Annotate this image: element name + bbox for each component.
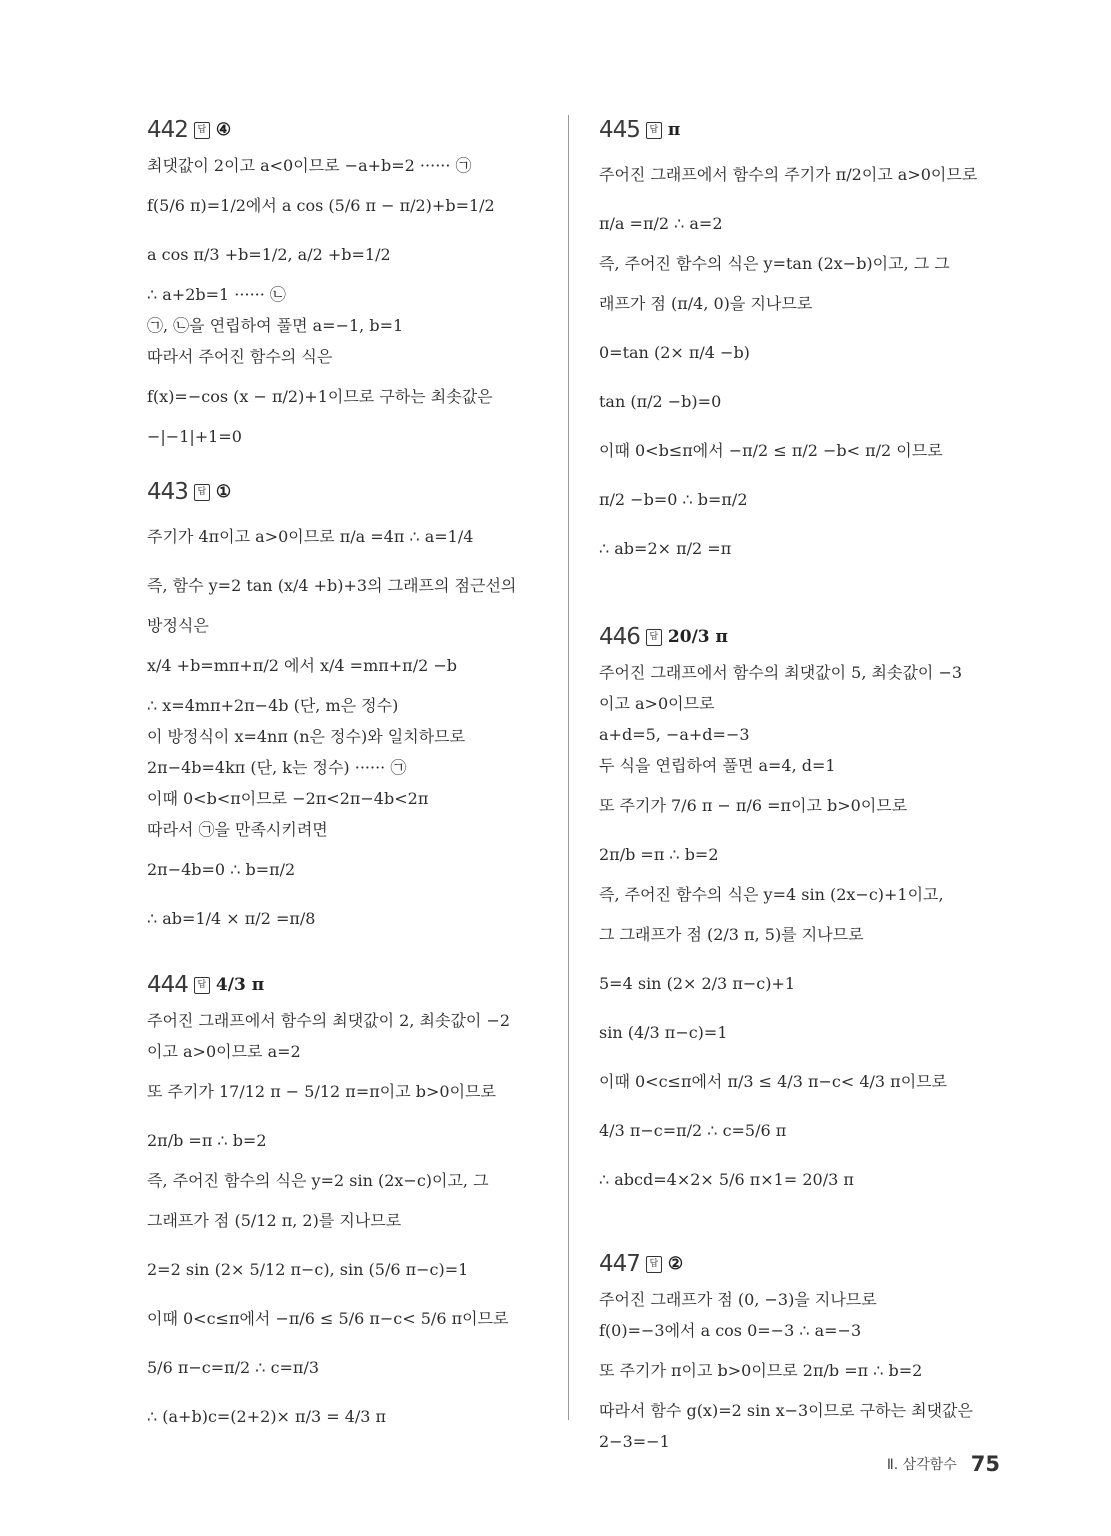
solution-line: 두 식을 연립하여 풀면 a=4, d=1 (599, 756, 836, 775)
solution-line: 5/6 π−c=π/2 ∴ c=π/3 (147, 1358, 320, 1377)
answer-value: π (667, 120, 681, 140)
problem-number: 446 (599, 624, 640, 650)
solution-line: tan (π/2 −b)=0 (599, 392, 722, 411)
answer-icon: 답 (646, 1256, 662, 1273)
problem-header (147, 965, 547, 1005)
solution-line: 이때 0<b<π이므로 −2π<2π−4b<2π (147, 789, 429, 808)
solution-line: ∴ ab=1/4 × π/2 =π/8 (147, 909, 316, 928)
solution-line: 주기가 4π이고 a>0이므로 π/a =4π ∴ a=1/4 (147, 527, 474, 546)
problem-442 (147, 110, 547, 452)
column-divider (568, 115, 569, 1420)
answer-value: 4/3 π (215, 975, 265, 995)
solution-line: π/2 −b=0 ∴ b=π/2 (599, 490, 748, 509)
problem-number: 445 (599, 117, 640, 143)
problem-444 (147, 965, 547, 1441)
solution-line: 또 주기가 π이고 b>0이므로 2π/b =π ∴ b=2 (599, 1361, 923, 1380)
solution-line: x/4 +b=mπ+π/2 에서 x/4 =mπ+π/2 −b (147, 656, 457, 675)
solution-line: ∴ x=4mπ+2π−4b (단, m은 정수) (147, 696, 399, 715)
solution-line: 최댓값이 2이고 a<0이므로 −a+b=2 ······ ㉠ (147, 156, 472, 175)
solution-line: 주어진 그래프에서 함수의 최댓값이 5, 최솟값이 −3 (599, 663, 963, 682)
solution-line: 즉, 주어진 함수의 식은 y=tan (2x−b)이고, 그 그 (599, 254, 950, 273)
solution-line: 4/3 π−c=π/2 ∴ c=5/6 π (599, 1121, 787, 1140)
solution-line: −|−1|+1=0 (147, 427, 242, 446)
problem-header (599, 1244, 999, 1284)
solution-line: f(0)=−3에서 a cos 0=−3 ∴ a=−3 (599, 1321, 862, 1340)
solution-line: 이때 0<b≤π에서 −π/2 ≤ π/2 −b< π/2 이므로 (599, 441, 943, 460)
solution-line: 2=2 sin (2× 5/12 π−c), sin (5/6 π−c)=1 (147, 1260, 469, 1279)
page-footer (870, 1452, 1000, 1476)
problem-445 (599, 110, 999, 573)
solution-line: ∴ (a+b)c=(2+2)× π/3 = 4/3 π (147, 1407, 387, 1426)
problem-447 (599, 1244, 999, 1457)
solution-line: ∴ a+2b=1 ······ ㉡ (147, 285, 286, 304)
solution-line: 따라서 ㉠을 만족시키려면 (147, 820, 328, 839)
solution-line: 주어진 그래프가 점 (0, −3)을 지나므로 (599, 1290, 877, 1309)
solution-line: 2π/b =π ∴ b=2 (147, 1131, 267, 1150)
answer-value: ① (215, 482, 232, 502)
answer-value: 20/3 π (667, 627, 728, 647)
solution-line: 이때 0<c≤π에서 −π/6 ≤ 5/6 π−c< 5/6 π이므로 (147, 1309, 509, 1328)
solution-line: 즉, 함수 y=2 tan (x/4 +b)+3의 그래프의 점근선의 (147, 576, 517, 595)
problem-header (599, 617, 999, 657)
chapter-label: Ⅱ. 삼각함수 (886, 1457, 957, 1473)
solution-line: sin (4/3 π−c)=1 (599, 1023, 728, 1042)
solution-line: 또 주기가 7/6 π − π/6 =π이고 b>0이므로 (599, 796, 908, 815)
solution-line: 래프가 점 (π/4, 0)을 지나므로 (599, 294, 813, 313)
solution-line: 2−3=−1 (599, 1432, 670, 1451)
problem-number: 444 (147, 972, 188, 998)
solution-line: 2π/b =π ∴ b=2 (599, 845, 719, 864)
problem-header (147, 472, 547, 512)
answer-icon: 답 (194, 977, 210, 994)
solution-line: 2π−4b=0 ∴ b=π/2 (147, 860, 296, 879)
solution-line: 2π−4b=4kπ (단, k는 정수) ······ ㉠ (147, 758, 407, 777)
problem-443 (147, 472, 547, 943)
answer-icon: 답 (194, 484, 210, 501)
solution-line: 그 그래프가 점 (2/3 π, 5)를 지나므로 (599, 925, 864, 944)
solution-line: 방정식은 (147, 616, 209, 635)
page-number: 75 (970, 1452, 1000, 1476)
solution-line: 따라서 주어진 함수의 식은 (147, 347, 333, 366)
problem-number: 442 (147, 117, 188, 143)
solution-line: ㉠, ㉡을 연립하여 풀면 a=−1, b=1 (147, 316, 404, 335)
answer-icon: 답 (646, 122, 662, 139)
answer-value: ④ (215, 120, 232, 140)
solution-line: a+d=5, −a+d=−3 (599, 725, 750, 744)
problem-number: 443 (147, 479, 188, 505)
solution-line: a cos π/3 +b=1/2, a/2 +b=1/2 (147, 245, 391, 264)
solution-line: 주어진 그래프에서 함수의 최댓값이 2, 최솟값이 −2 (147, 1011, 511, 1030)
solution-line: 주어진 그래프에서 함수의 주기가 π/2이고 a>0이므로 (599, 165, 978, 184)
solution-line: 이때 0<c≤π에서 π/3 ≤ 4/3 π−c< 4/3 π이므로 (599, 1072, 948, 1091)
solution-line: 즉, 주어진 함수의 식은 y=2 sin (2x−c)이고, 그 (147, 1171, 489, 1190)
problem-header (599, 110, 999, 150)
problem-446 (599, 617, 999, 1204)
solution-line: 즉, 주어진 함수의 식은 y=4 sin (2x−c)+1이고, (599, 885, 944, 904)
answer-icon: 답 (194, 122, 210, 139)
answer-value: ② (667, 1254, 684, 1274)
solution-line: π/a =π/2 ∴ a=2 (599, 214, 723, 233)
solution-line: ∴ abcd=4×2× 5/6 π×1= 20/3 π (599, 1170, 854, 1189)
solution-line: f(x)=−cos (x − π/2)+1이므로 구하는 최솟값은 (147, 387, 493, 406)
solution-line: 5=4 sin (2× 2/3 π−c)+1 (599, 974, 796, 993)
solution-line: f(5/6 π)=1/2에서 a cos (5/6 π − π/2)+b=1/2 (147, 196, 495, 215)
solution-line: 그래프가 점 (5/12 π, 2)를 지나므로 (147, 1211, 402, 1230)
solution-line: 이고 a>0이므로 a=2 (147, 1042, 301, 1061)
solution-line: 따라서 함수 g(x)=2 sin x−3이므로 구하는 최댓값은 (599, 1401, 973, 1420)
solution-line: 이고 a>0이므로 (599, 694, 715, 713)
right-column (599, 110, 999, 1457)
solution-line: ∴ ab=2× π/2 =π (599, 539, 732, 558)
solution-line: 또 주기가 17/12 π − 5/12 π=π이고 b>0이므로 (147, 1082, 496, 1101)
left-column (147, 110, 547, 1441)
problem-number: 447 (599, 1251, 640, 1277)
answer-icon: 답 (646, 629, 662, 646)
problem-header (147, 110, 547, 150)
solution-line: 이 방정식이 x=4nπ (n은 정수)와 일치하므로 (147, 727, 466, 746)
solution-line: 0=tan (2× π/4 −b) (599, 343, 750, 362)
